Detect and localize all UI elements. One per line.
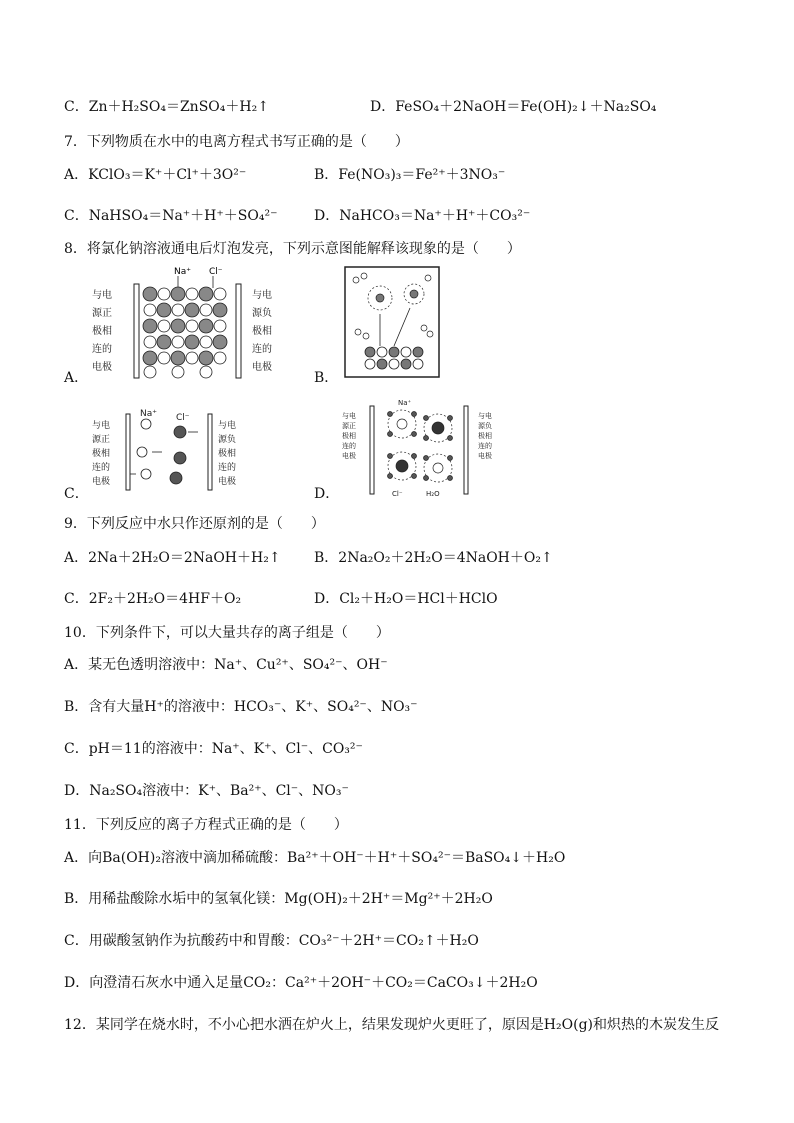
q8-figc-right-label-1: 源负 bbox=[218, 435, 237, 445]
q8-figc-na-ion bbox=[137, 447, 147, 457]
q8-figd-right-label-4: 电极 bbox=[478, 452, 492, 460]
q8-figc-cl-ion bbox=[174, 426, 186, 438]
q8-figa-ion-lattice bbox=[143, 287, 227, 378]
q6-option-c: C．Zn＋H₂SO₄＝ZnSO₄＋H₂↑ bbox=[64, 99, 269, 115]
q7-option-b: B．Fe(NO₃)₃＝Fe²⁺＋3NO₃⁻ bbox=[314, 167, 506, 183]
q8-figa-right-label-4: 电极 bbox=[252, 362, 272, 373]
q8-figure-b bbox=[344, 266, 440, 378]
q8-figd-left-label-1: 源正 bbox=[342, 422, 356, 430]
q11-option-d: D．向澄清石灰水中通入足量CO₂：Ca²⁺＋2OH⁻＋CO₂＝CaCO₃↓＋2H₂O bbox=[64, 975, 538, 991]
q8-figd-right-electrode bbox=[464, 406, 468, 494]
q7-option-c: C．NaHSO₄＝Na⁺＋H⁺＋SO₄²⁻ bbox=[64, 208, 278, 224]
q8-figc-left-label-0: 与电 bbox=[92, 421, 111, 431]
q9-option-a: A．2Na＋2H₂O＝2NaOH＋H₂↑ bbox=[64, 550, 281, 566]
q8-option-d: D． bbox=[314, 486, 340, 502]
q9-option-d: D．Cl₂＋H₂O＝HCl＋HClO bbox=[314, 591, 498, 607]
q11-option-c: C．用碳酸氢钠作为抗酸药中和胃酸：CO₃²⁻＋2H⁺＝CO₂↑＋H₂O bbox=[64, 933, 479, 949]
q6-option-d: D．FeSO₄＋2NaOH＝Fe(OH)₂↓＋Na₂SO₄ bbox=[370, 99, 657, 115]
q11-option-b: B．用稀盐酸除水垢中的氢氧化镁：Mg(OH)₂＋2H⁺＝Mg²⁺＋2H₂O bbox=[64, 891, 493, 907]
q8-figure-d bbox=[340, 396, 500, 500]
q8-option-c: C． bbox=[64, 486, 89, 502]
q12-stem: 12．某同学在烧水时，不小心把水洒在炉火上，结果发现炉火更旺了，原因是H₂O(g)和炽热的木炭发生反 bbox=[64, 1017, 719, 1033]
q7-option-d: D．NaHCO₃＝Na⁺＋H⁺＋CO₃²⁻ bbox=[314, 208, 531, 224]
q8-figc-right-label-4: 电极 bbox=[218, 477, 237, 487]
q8-figd-right-label-2: 极相 bbox=[478, 432, 492, 440]
q8-figc-right-electrode bbox=[208, 414, 212, 490]
q10-option-b: B．含有大量H⁺的溶液中：HCO₃⁻、K⁺、SO₄²⁻、NO₃⁻ bbox=[64, 699, 418, 715]
q8-figa-left-label-4: 电极 bbox=[92, 362, 112, 373]
q8-option-b: B． bbox=[314, 370, 339, 386]
q8-figc-left-label-1: 源正 bbox=[92, 435, 111, 445]
q8-figd-water-label: H₂O bbox=[426, 490, 440, 498]
q8-figc-cl-label: Cl⁻ bbox=[176, 413, 190, 423]
q11-stem: 11．下列反应的离子方程式正确的是（ ） bbox=[64, 817, 348, 833]
q8-figd-right-label-3: 连的 bbox=[478, 442, 492, 450]
q8-figa-left-label-1: 源正 bbox=[92, 308, 112, 319]
q8-figa-left-label-0: 与电 bbox=[92, 290, 112, 301]
q8-figd-left-label-3: 连的 bbox=[342, 442, 356, 450]
q8-option-a: A． bbox=[64, 370, 89, 386]
q8-figd-left-label-2: 极相 bbox=[342, 432, 356, 440]
q11-option-a: A．向Ba(OH)₂溶液中滴加稀硫酸：Ba²⁺＋OH⁻＋H⁺＋SO₄²⁻＝BaSO₄↓＋H₂O bbox=[64, 850, 566, 866]
q10-option-c: C．pH＝11的溶液中：Na⁺、K⁺、Cl⁻、CO₃²⁻ bbox=[64, 741, 363, 757]
q8-figd-right-label-0: 与电 bbox=[478, 412, 492, 420]
q8-figc-right-label-0: 与电 bbox=[218, 421, 237, 431]
q8-figc-na-ion bbox=[141, 469, 151, 479]
q8-figc-left-label-4: 电极 bbox=[92, 477, 111, 487]
q8-figc-na-ion bbox=[141, 419, 151, 429]
q8-figa-right-electrode bbox=[236, 284, 241, 378]
q9-option-b: B．2Na₂O₂＋2H₂O＝4NaOH＋O₂↑ bbox=[314, 550, 553, 566]
q8-figa-left-label-2: 极相 bbox=[92, 326, 112, 337]
q8-figc-na-label: Na⁺ bbox=[140, 409, 157, 419]
q8-figd-right-label-1: 源负 bbox=[478, 422, 492, 430]
q8-figc-left-electrode bbox=[126, 414, 130, 490]
q8-figc-left-label-2: 极相 bbox=[92, 449, 111, 459]
q8-figa-right-label-1: 源负 bbox=[252, 308, 272, 319]
q8-figd-left-label-0: 与电 bbox=[342, 412, 356, 420]
q8-figc-right-label-3: 连的 bbox=[218, 463, 237, 473]
q8-figa-left-electrode bbox=[134, 284, 139, 378]
q7-option-a: A．KClO₃＝K⁺＋Cl⁺＋3O²⁻ bbox=[64, 167, 247, 183]
q8-figd-left-electrode bbox=[370, 406, 374, 494]
q10-option-a: A．某无色透明溶液中：Na⁺、Cu²⁺、SO₄²⁻、OH⁻ bbox=[64, 657, 388, 673]
q8-figa-na-label: Na⁺ bbox=[174, 267, 191, 277]
q8-figa-right-label-0: 与电 bbox=[252, 290, 272, 301]
q8-figd-left-label-4: 电极 bbox=[342, 452, 356, 460]
q8-figd-na-label: Na⁺ bbox=[398, 399, 412, 407]
q8-figc-cl-ion bbox=[174, 452, 186, 464]
q8-figure-c bbox=[90, 406, 250, 492]
q9-stem: 9．下列反应中水只作还原剂的是（ ） bbox=[64, 516, 325, 532]
q8-figc-cl-ion bbox=[170, 472, 182, 484]
q8-figa-right-label-2: 极相 bbox=[252, 326, 272, 337]
q8-figure-a bbox=[86, 262, 286, 380]
q10-stem: 10．下列条件下，可以大量共存的离子组是（ ） bbox=[64, 625, 390, 641]
q9-option-c: C．2F₂＋2H₂O＝4HF＋O₂ bbox=[64, 591, 242, 607]
q10-option-d: D．Na₂SO₄溶液中：K⁺、Ba²⁺、Cl⁻、NO₃⁻ bbox=[64, 783, 349, 799]
q7-stem: 7．下列物质在水中的电离方程式书写正确的是（ ） bbox=[64, 134, 409, 150]
q8-figa-left-label-3: 连的 bbox=[92, 344, 112, 355]
q8-figc-left-label-3: 连的 bbox=[92, 463, 111, 473]
q8-figd-hydrated-ions bbox=[388, 410, 453, 482]
q8-stem: 8．将氯化钠溶液通电后灯泡发亮，下列示意图能解释该现象的是（ ） bbox=[64, 241, 521, 257]
q8-figa-cl-label: Cl⁻ bbox=[209, 267, 223, 277]
q8-figc-right-label-2: 极相 bbox=[218, 449, 237, 459]
q8-figa-right-label-3: 连的 bbox=[252, 344, 272, 355]
q8-figd-cl-label: Cl⁻ bbox=[392, 490, 403, 498]
